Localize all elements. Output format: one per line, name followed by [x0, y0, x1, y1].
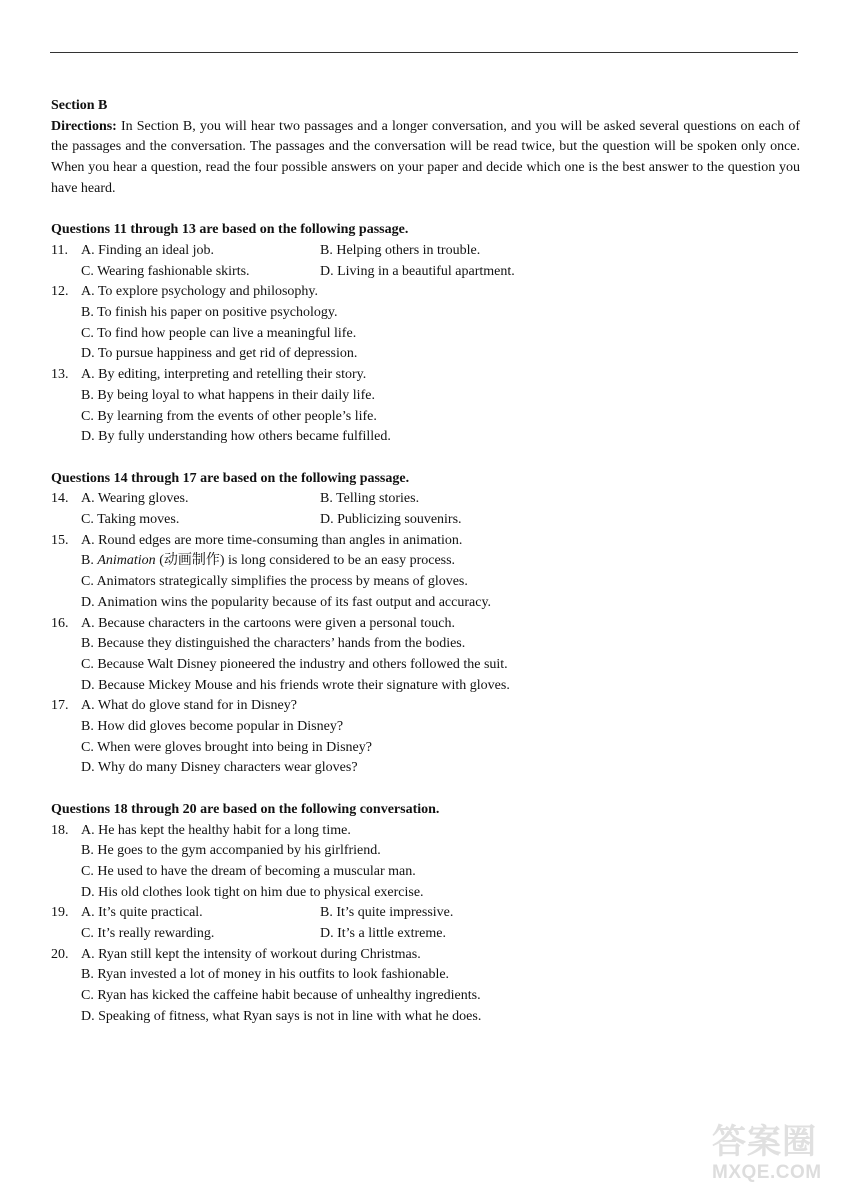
answer-option: A. He has kept the healthy habit for a long time.: [81, 822, 351, 838]
question-number: 12.: [51, 284, 69, 300]
question-group: [51, 220, 800, 448]
answer-option: C. By learning from the events of other people’s life.: [81, 408, 377, 424]
answer-option: B. He goes to the gym accompanied by his girlfriend.: [81, 843, 381, 859]
answer-options: [81, 365, 800, 448]
answer-option: A. Round edges are more time-consuming than angles in animation.: [81, 532, 463, 548]
answer-option: D. To pursue happiness and get rid of depression.: [81, 346, 358, 362]
question-number: 15.: [51, 532, 69, 548]
answer-option: C. Animators strategically simplifies the process by means of gloves.: [81, 574, 468, 590]
answer-option: B. Because they distinguished the characters’ hands from the bodies.: [81, 636, 466, 652]
question: [51, 696, 800, 779]
answer-option: A. To explore psychology and philosophy.: [81, 284, 318, 300]
answer-option: D. Animation wins the popularity because of its fast output and accuracy.: [81, 594, 492, 610]
question: [51, 365, 800, 448]
answer-option: D. His old clothes look tight on him due to physical exercise.: [81, 884, 424, 900]
directions-label: Directions:: [51, 118, 117, 134]
answer-options: [81, 614, 800, 697]
watermark-logo: [712, 1122, 842, 1194]
answer-options: [81, 903, 800, 944]
group-title: Questions 14 through 17 are based on the following passage.: [51, 470, 410, 486]
answer-option: B. Helping others in trouble.: [320, 242, 481, 258]
answer-option: B. To finish his paper on positive psychology.: [81, 305, 338, 321]
page-content: [51, 96, 800, 1028]
group-title: Questions 18 through 20 are based on the following conversation.: [51, 801, 440, 817]
question-number: 11.: [51, 242, 68, 258]
answer-options: [81, 282, 800, 365]
answer-options: [81, 696, 800, 779]
answer-option: C. He used to have the dream of becoming a muscular man.: [81, 863, 416, 879]
answer-option: B. How did gloves become popular in Disney?: [81, 719, 344, 735]
answer-options: [81, 531, 800, 614]
answer-option: D. It’s a little extreme.: [320, 926, 446, 942]
answer-option: B. Telling stories.: [320, 491, 420, 507]
answer-option: D. Why do many Disney characters wear gloves?: [81, 760, 358, 776]
answer-option: A. What do glove stand for in Disney?: [81, 698, 297, 714]
option-row: [81, 510, 800, 531]
answer-option: C. Taking moves.: [81, 512, 180, 528]
group-title: Questions 11 through 13 are based on the following passage.: [51, 222, 409, 238]
question: [51, 821, 800, 904]
question-number: 18.: [51, 822, 69, 838]
answer-option: A. Because characters in the cartoons were given a personal touch.: [81, 615, 455, 631]
watermark-url: MXQE.COM: [712, 1162, 822, 1183]
answer-option: B. It’s quite impressive.: [320, 905, 454, 921]
question-groups: [51, 220, 800, 1027]
question: [51, 903, 800, 944]
answer-option: A. By editing, interpreting and retelling their story.: [81, 367, 367, 383]
watermark-chinese: 答案圈: [712, 1123, 817, 1161]
answer-option: C. To find how people can live a meaningful life.: [81, 325, 357, 341]
top-rule: [50, 52, 798, 53]
answer-options: [81, 945, 800, 1028]
section-title: Section B: [51, 98, 108, 113]
question: [51, 614, 800, 697]
answer-option: D. Publicizing souvenirs.: [320, 512, 462, 528]
option-row: [81, 489, 800, 510]
answer-options: [81, 241, 800, 282]
question: [51, 531, 800, 614]
answer-option: C. Wearing fashionable skirts.: [81, 263, 250, 279]
question-number: 17.: [51, 698, 69, 714]
question-group: [51, 469, 800, 780]
question-number: 16.: [51, 615, 69, 631]
question: [51, 945, 800, 1028]
answer-option: A. Ryan still kept the intensity of workout during Christmas.: [81, 946, 421, 962]
answer-option: B. Animation (动画制作) is long considered to be an easy process.: [81, 553, 456, 569]
answer-option: C. Ryan has kicked the caffeine habit because of unhealthy ingredients.: [81, 988, 481, 1004]
answer-option: A. Wearing gloves.: [81, 491, 189, 507]
question: [51, 489, 800, 530]
question-number: 20.: [51, 946, 69, 962]
directions: [51, 117, 800, 200]
option-row: [81, 262, 800, 283]
question-number: 14.: [51, 491, 69, 507]
answer-option: A. It’s quite practical.: [81, 905, 203, 921]
question: [51, 282, 800, 365]
answer-option: D. Because Mickey Mouse and his friends wrote their signature with gloves.: [81, 677, 510, 693]
answer-option: A. Finding an ideal job.: [81, 242, 214, 258]
answer-option: D. By fully understanding how others became fulfilled.: [81, 429, 391, 445]
question-number: 13.: [51, 367, 69, 383]
option-row: [81, 241, 800, 262]
option-row: [81, 903, 800, 924]
answer-option: C. When were gloves brought into being in Disney?: [81, 739, 372, 755]
answer-option: D. Living in a beautiful apartment.: [320, 263, 515, 279]
answer-option: C. It’s really rewarding.: [81, 926, 215, 942]
question-number: 19.: [51, 905, 69, 921]
answer-options: [81, 489, 800, 530]
answer-option: B. By being loyal to what happens in their daily life.: [81, 387, 375, 403]
answer-option: C. Because Walt Disney pioneered the industry and others followed the suit.: [81, 656, 508, 672]
answer-option: B. Ryan invested a lot of money in his outfits to look fashionable.: [81, 967, 450, 983]
answer-option: D. Speaking of fitness, what Ryan says is not in line with what he does.: [81, 1008, 482, 1024]
directions-text: In Section B, you will hear two passages and a longer conversation, and you will be asked several questions on each of the passages and the conversation. The passages and the conversation will be read twice, but the question will be spoken only once. When you hear a question, read the four possible answers on your paper and decide which one is the best answer to the question you have heard.: [51, 118, 800, 196]
answer-options: [81, 821, 800, 904]
italic-term: Animation: [97, 553, 156, 569]
question-group: [51, 800, 800, 1028]
option-row: [81, 924, 800, 945]
question: [51, 241, 800, 282]
